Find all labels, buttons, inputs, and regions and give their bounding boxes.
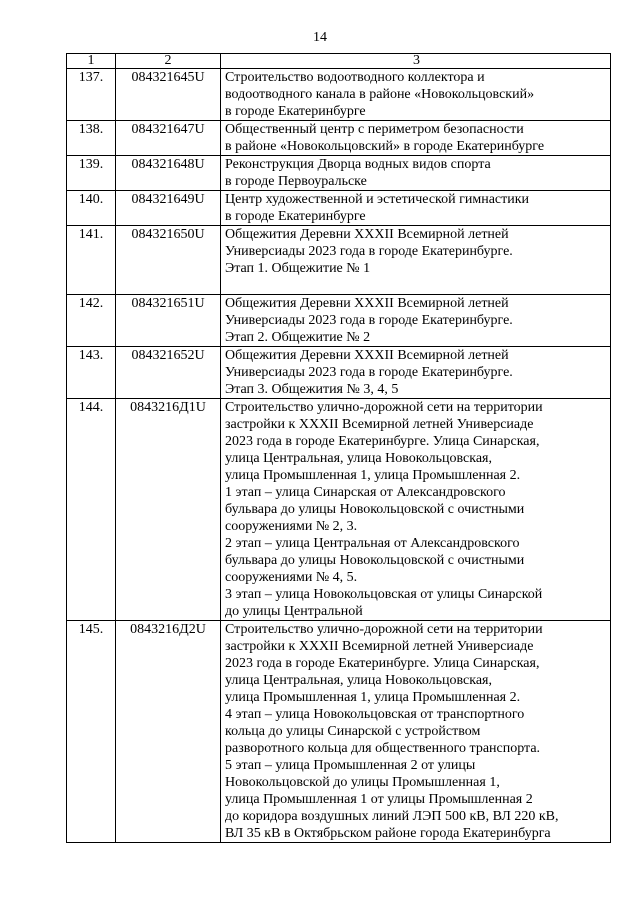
table-row [67,347,611,399]
description-line: Общежития Деревни XXXII Всемирной летней [225,227,509,242]
row-number: 141. [67,226,116,295]
object-description [221,191,611,226]
object-code: 084321649U [116,191,221,226]
description-line: улица Промышленная 1, улица Промышленная 2. [225,468,521,483]
row-number: 143. [67,347,116,399]
object-code: 084321651U [116,295,221,347]
description-line: Универсиады 2023 года в городе Екатеринбурге. [225,313,513,328]
object-description [221,226,611,295]
row-number: 138. [67,121,116,156]
description-line: 2 этап – улица Центральная от Александровского [225,536,520,551]
table-row [67,69,611,121]
description-line: Общежития Деревни XXXII Всемирной летней [225,296,509,311]
object-description [221,347,611,399]
object-code: 0843216Д1U [116,399,221,621]
page-number: 14 [313,30,327,45]
description-line: Универсиады 2023 года в городе Екатеринбурге. [225,244,513,259]
description-line: Центр художественной и эстетической гимнастики [225,192,530,207]
table-row [67,295,611,347]
header-col-2: 2 [116,54,221,69]
row-number: 137. [67,69,116,121]
description-line: 5 этап – улица Промышленная 2 от улицы [225,758,476,773]
description-line: Новокольцовской до улицы Промышленная 1, [225,775,500,790]
row-number: 144. [67,399,116,621]
table-header-row [67,54,611,69]
table-row [67,621,611,843]
object-code: 084321652U [116,347,221,399]
description-line: в городе Екатеринбурге [225,209,366,224]
description-line: улица Промышленная 1, улица Промышленная 2. [225,690,521,705]
description-line: бульвара до улицы Новокольцовской с очистными [225,502,525,517]
description-line: до улицы Центральной [225,604,363,619]
description-line: до коридора воздушных линий ЛЭП 500 кВ, ВЛ 220 кВ, [225,809,559,824]
description-line: Универсиады 2023 года в городе Екатеринбурге. [225,365,513,380]
description-line: 4 этап – улица Новокольцовская от транспортного [225,707,525,722]
description-line: улица Промышленная 1 от улицы Промышленная 2 [225,792,533,807]
description-line: улица Центральная, улица Новокольцовская, [225,673,492,688]
description-line: в городе Первоуральске [225,174,367,189]
row-number: 140. [67,191,116,226]
description-line: ВЛ 35 кВ в Октябрьском районе города Екатеринбурга [225,826,551,841]
object-code: 084321647U [116,121,221,156]
table-row [67,226,611,295]
table-row [67,399,611,621]
object-code: 0843216Д2U [116,621,221,843]
object-code: 084321648U [116,156,221,191]
object-code: 084321650U [116,226,221,295]
object-code: 084321645U [116,69,221,121]
description-line: бульвара до улицы Новокольцовской с очистными [225,553,525,568]
description-line: Реконструкция Дворца водных видов спорта [225,157,491,172]
table-row [67,121,611,156]
description-line: Этап 1. Общежитие № 1 [225,261,371,276]
description-line: разворотного кольца для общественного транспорта. [225,741,541,756]
description-line: кольца до улицы Синарской с устройством [225,724,481,739]
table-row [67,191,611,226]
object-description [221,156,611,191]
description-line [225,277,608,294]
description-line: водоотводного канала в районе «Новокольцовский» [225,87,535,102]
description-line: 1 этап – улица Синарская от Александровского [225,485,506,500]
object-description [221,399,611,621]
header-col-1: 1 [67,54,116,69]
table-body [67,54,611,843]
description-line: Этап 3. Общежития № 3, 4, 5 [225,382,399,397]
object-description [221,295,611,347]
description-line: Строительство улично-дорожной сети на территории [225,400,543,415]
description-line: Общежития Деревни XXXII Всемирной летней [225,348,509,363]
description-line: Строительство водоотводного коллектора и [225,70,485,85]
description-line: Этап 2. Общежитие № 2 [225,330,371,345]
description-line: Строительство улично-дорожной сети на территории [225,622,543,637]
object-description [221,621,611,843]
description-line: 3 этап – улица Новокольцовская от улицы Синарской [225,587,543,602]
row-number: 139. [67,156,116,191]
description-line: в районе «Новокольцовский» в городе Екатеринбурге [225,139,545,154]
description-line: застройки к XXXII Всемирной летней Универсиаде [225,639,534,654]
description-line: застройки к XXXII Всемирной летней Универсиаде [225,417,534,432]
row-number: 145. [67,621,116,843]
description-line: улица Центральная, улица Новокольцовская, [225,451,492,466]
description-line: сооружениями № 4, 5. [225,570,358,585]
description-line: в городе Екатеринбурге [225,104,366,119]
description-line: Общественный центр с периметром безопасности [225,122,524,137]
row-number: 142. [67,295,116,347]
object-description [221,69,611,121]
description-line: 2023 года в городе Екатеринбурге. Улица Синарская, [225,656,540,671]
table-row [67,156,611,191]
description-line: 2023 года в городе Екатеринбурге. Улица Синарская, [225,434,540,449]
document-table [66,53,611,843]
description-line: сооружениями № 2, 3. [225,519,358,534]
header-col-3: 3 [221,54,611,69]
object-description [221,121,611,156]
